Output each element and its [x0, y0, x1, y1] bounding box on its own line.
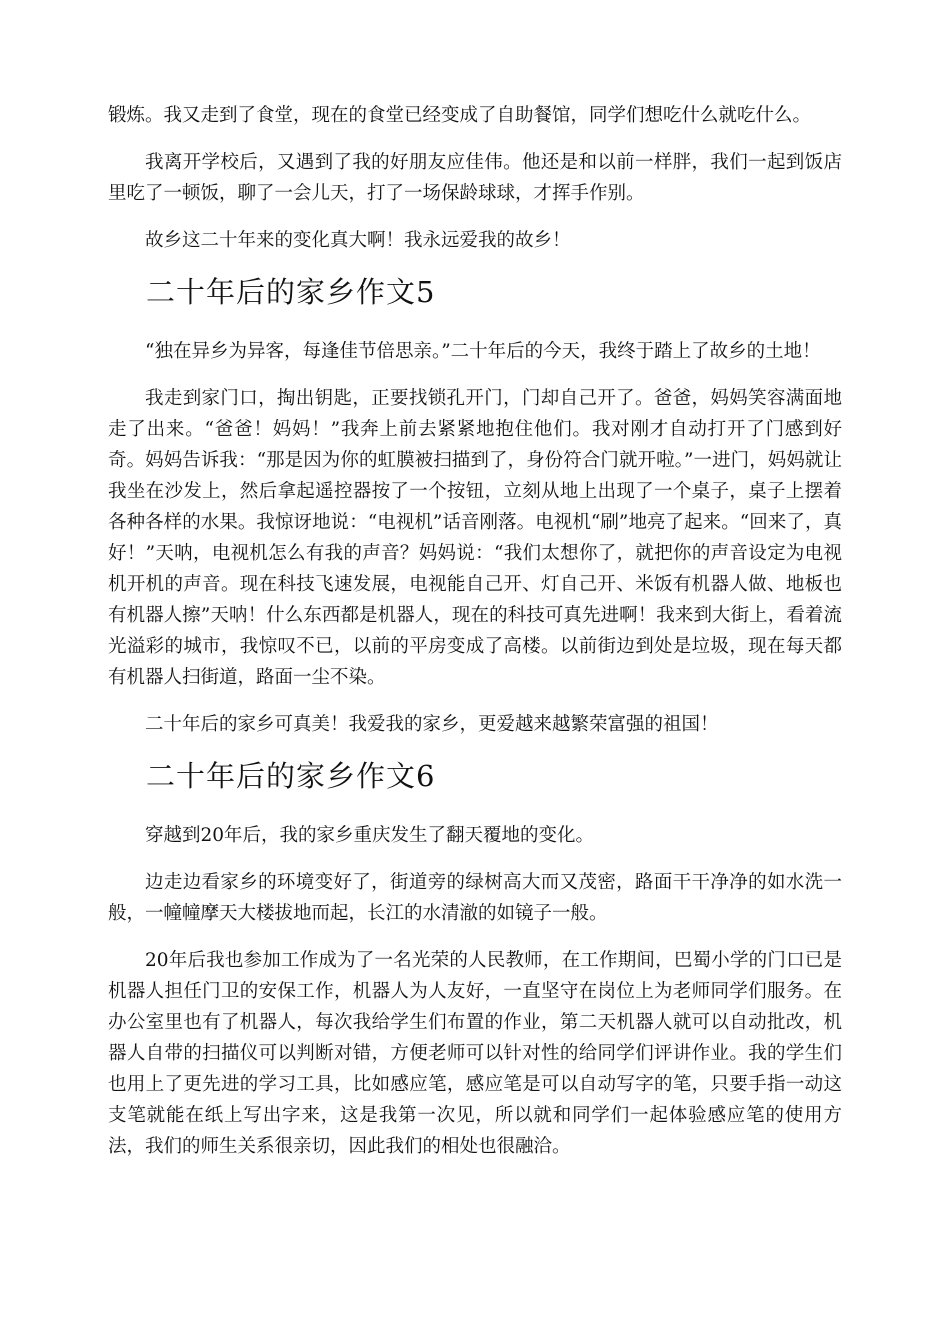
paragraph-continuation: 锻炼。我又走到了食堂，现在的食堂已经变成了自助餐馆，同学们想吃什么就吃什么。	[108, 105, 812, 126]
essay-5-title: 二十年后的家乡作文5	[146, 275, 436, 309]
document-page	[108, 100, 842, 1178]
paragraph-friend-meeting: 我离开学校后，又遇到了我的好朋友应佳伟。他还是和以前一样胖，我们一起到饭店里吃了一顿饭，聊了一会儿天，打了一场保龄球球，才挥手作别。	[108, 152, 842, 204]
paragraph-essay6-environment: 边走边看家乡的环境变好了，街道旁的绿树高大而又茂密，路面干干净净的如水洗一般，一幢幢摩天大楼拔地而起，长江的水清澈的如镜子一般。	[108, 872, 842, 924]
paragraph-essay5-conclusion: 二十年后的家乡可真美！我爱我的家乡，更爱越来越繁荣富强的祖国！	[145, 714, 719, 735]
paragraph-essay6-opening: 穿越到20年后，我的家乡重庆发生了翻天覆地的变化。	[145, 825, 595, 846]
paragraph-essay5-opening: “独在异乡为异客，每逢佳节倍思亲。”二十年后的今天，我终于踏上了故乡的土地！	[145, 341, 821, 362]
paragraph-essay6-teacher: 20年后我也参加工作成为了一名光荣的人民教师，在工作期间，巴蜀小学的门口已是机器人担任门卫的安保工作，机器人为人友好，一直坚守在岗位上为老师同学们服务。在办公室里也有了机器人，每次我给学生们布置的作业，第二天机器人就可以自动批改，机器人自带的扫描仪可以判断对错，方便老师可以针对性的给同学们评讲作业。我的学生们也用上了更先进的学习工具，比如感应笔，感应笔是可以自动写字的笔，只要手指一动这支笔就能在纸上写出字来，这是我第一次见，所以就和同学们一起体验感应笔的使用方法，我们的师生关系很亲切，因此我们的相处也很融洽。	[108, 950, 842, 1157]
essay-6-title: 二十年后的家乡作文6	[146, 759, 436, 793]
paragraph-essay5-body: 我走到家门口，掏出钥匙，正要找锁孔开门，门却自己开了。爸爸，妈妈笑容满面地走了出来。“爸爸！妈妈！”我奔上前去紧紧地抱住他们。我对刚才自动打开了门感到好奇。妈妈告诉我：“那是因为你的虹膜被扫描到了，身份符合门就开啦。”一进门，妈妈就让我坐在沙发上，然后拿起遥控器按了一个按钮，立刻从地上出现了一个桌子，桌子上摆着各种各样的水果。我惊讶地说：“电视机”话音刚落。电视机“刷”地亮了起来。“回来了，真好！”天呐，电视机怎么有我的声音？妈妈说：“我们太想你了，就把你的声音设定为电视机开机的声音。现在科技飞速发展，电视能自己开、灯自己开、米饭有机器人做、地板也有机器人擦”天呐！什么东西都是机器人，现在的科技可真先进啊！我来到大街上，看着流光溢彩的城市，我惊叹不已，以前的平房变成了高楼。以前街边到处是垃圾，现在每天都有机器人扫街道，路面一尘不染。	[108, 388, 842, 688]
paragraph-essay4-conclusion: 故乡这二十年来的变化真大啊！我永远爱我的故乡！	[145, 230, 571, 251]
